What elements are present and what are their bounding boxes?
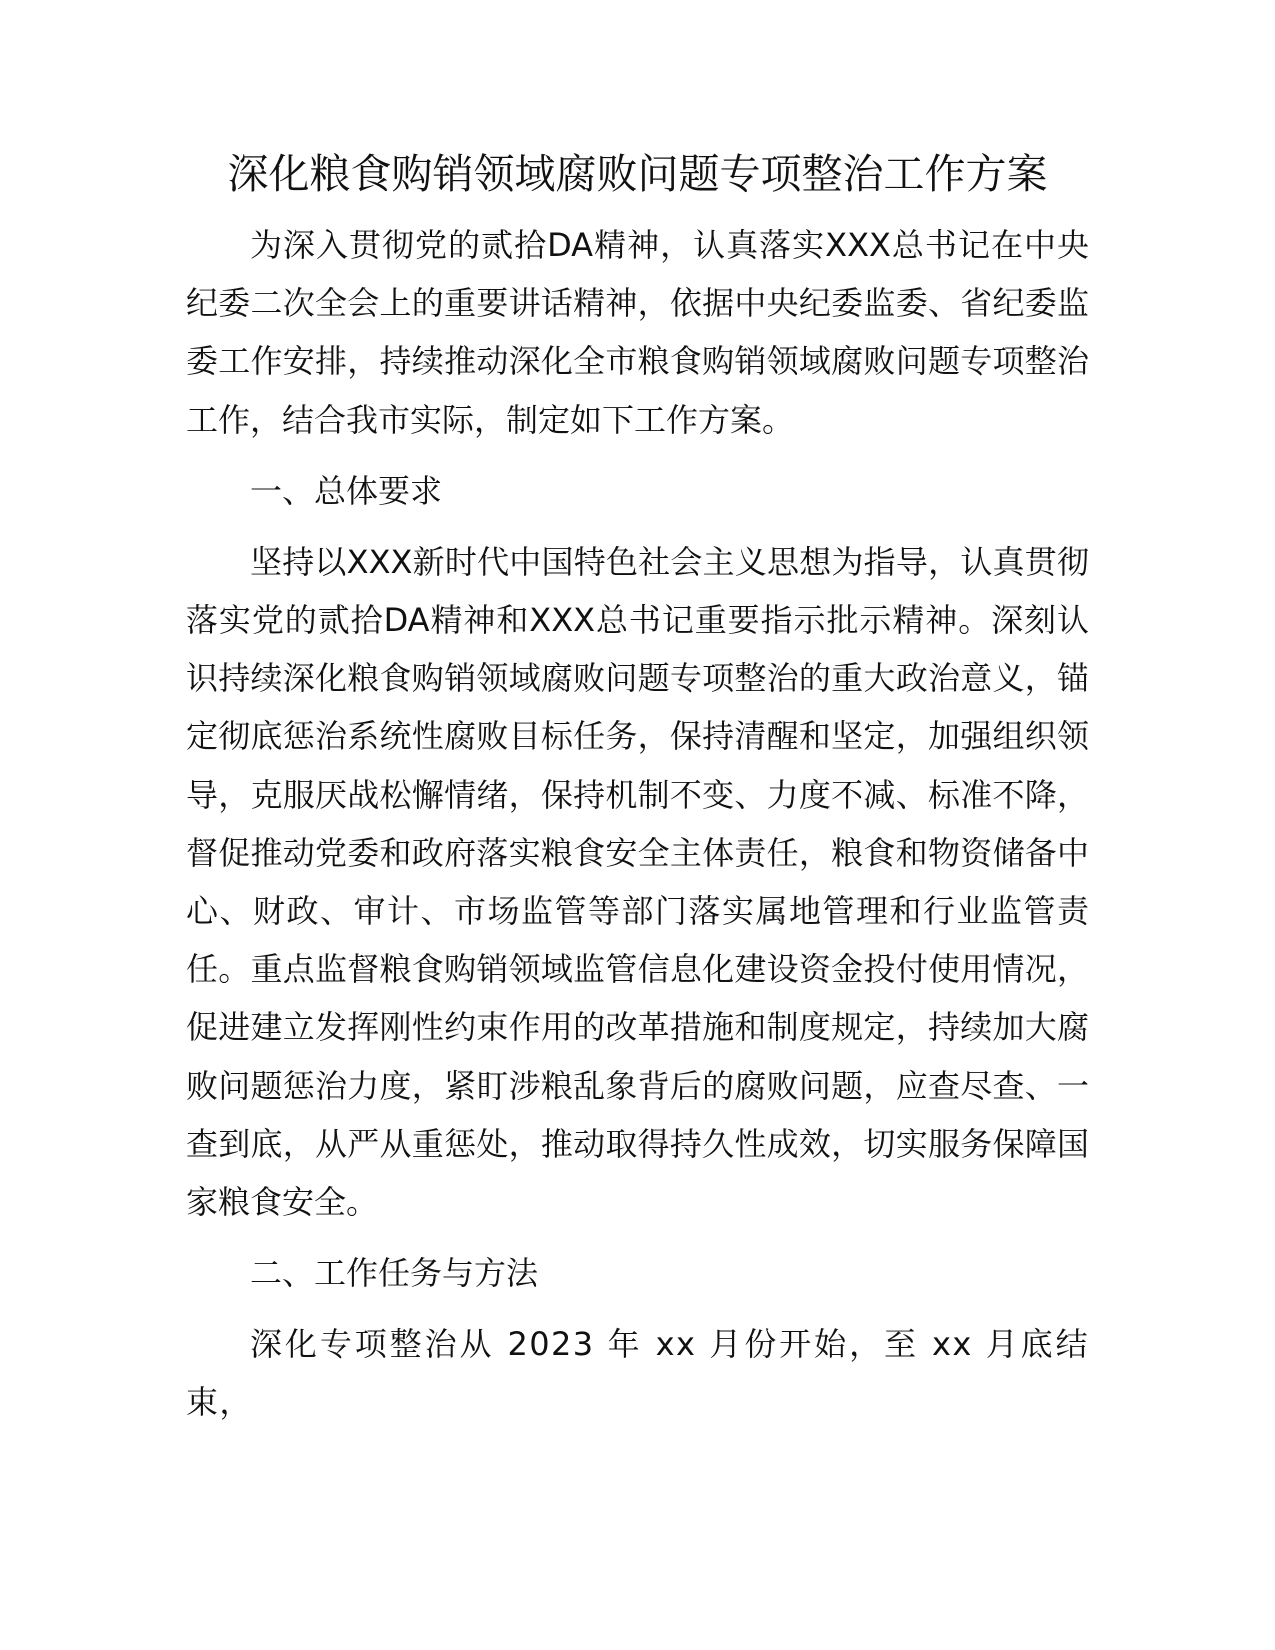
document-title: 深化粮食购销领域腐败问题专项整治工作方案	[227, 150, 1048, 198]
section-heading-tasks-and-methods: 二、工作任务与方法	[250, 1254, 539, 1293]
tasks-and-methods-paragraph: 深化专项整治从 2023 年 xx 月份开始，至 xx 月底结束，	[186, 1325, 1089, 1422]
intro-paragraph: 为深入贯彻党的贰拾DA精神，认真落实XXX总书记在中央纪委二次全会上的重要讲话精神，依据中央纪委监委、省纪委监委工作安排，持续推动深化全市粮食购销领域腐败问题专项整治工作，结合我市实际，制定如下工作方案。	[186, 226, 1089, 439]
document-body	[186, 145, 1089, 1432]
section-heading-general-requirements: 一、总体要求	[250, 471, 443, 510]
general-requirements-paragraph: 坚持以XXX新时代中国特色社会主义思想为指导，认真贯彻落实党的贰拾DA精神和XXX总书记重要指示批示精神。深刻认识持续深化粮食购销领域腐败问题专项整治的重大政治意义，锚定彻底惩治系统性腐败目标任务，保持清醒和坚定，加强组织领导，克服厌战松懈情绪，保持机制不变、力度不减、标准不降，督促推动党委和政府落实粮食安全主体责任，粮食和物资储备中心、财政、审计、市场监管等部门落实属地管理和行业监管责任。重点监督粮食购销领域监管信息化建设资金投付使用情况，促进建立发挥刚性约束作用的改革措施和制度规定，持续加大腐败问题惩治力度，紧盯涉粮乱象背后的腐败问题，应查尽查、一查到底，从严从重惩处，推动取得持久性成效，切实服务保障国家粮食安全。	[186, 542, 1089, 1222]
